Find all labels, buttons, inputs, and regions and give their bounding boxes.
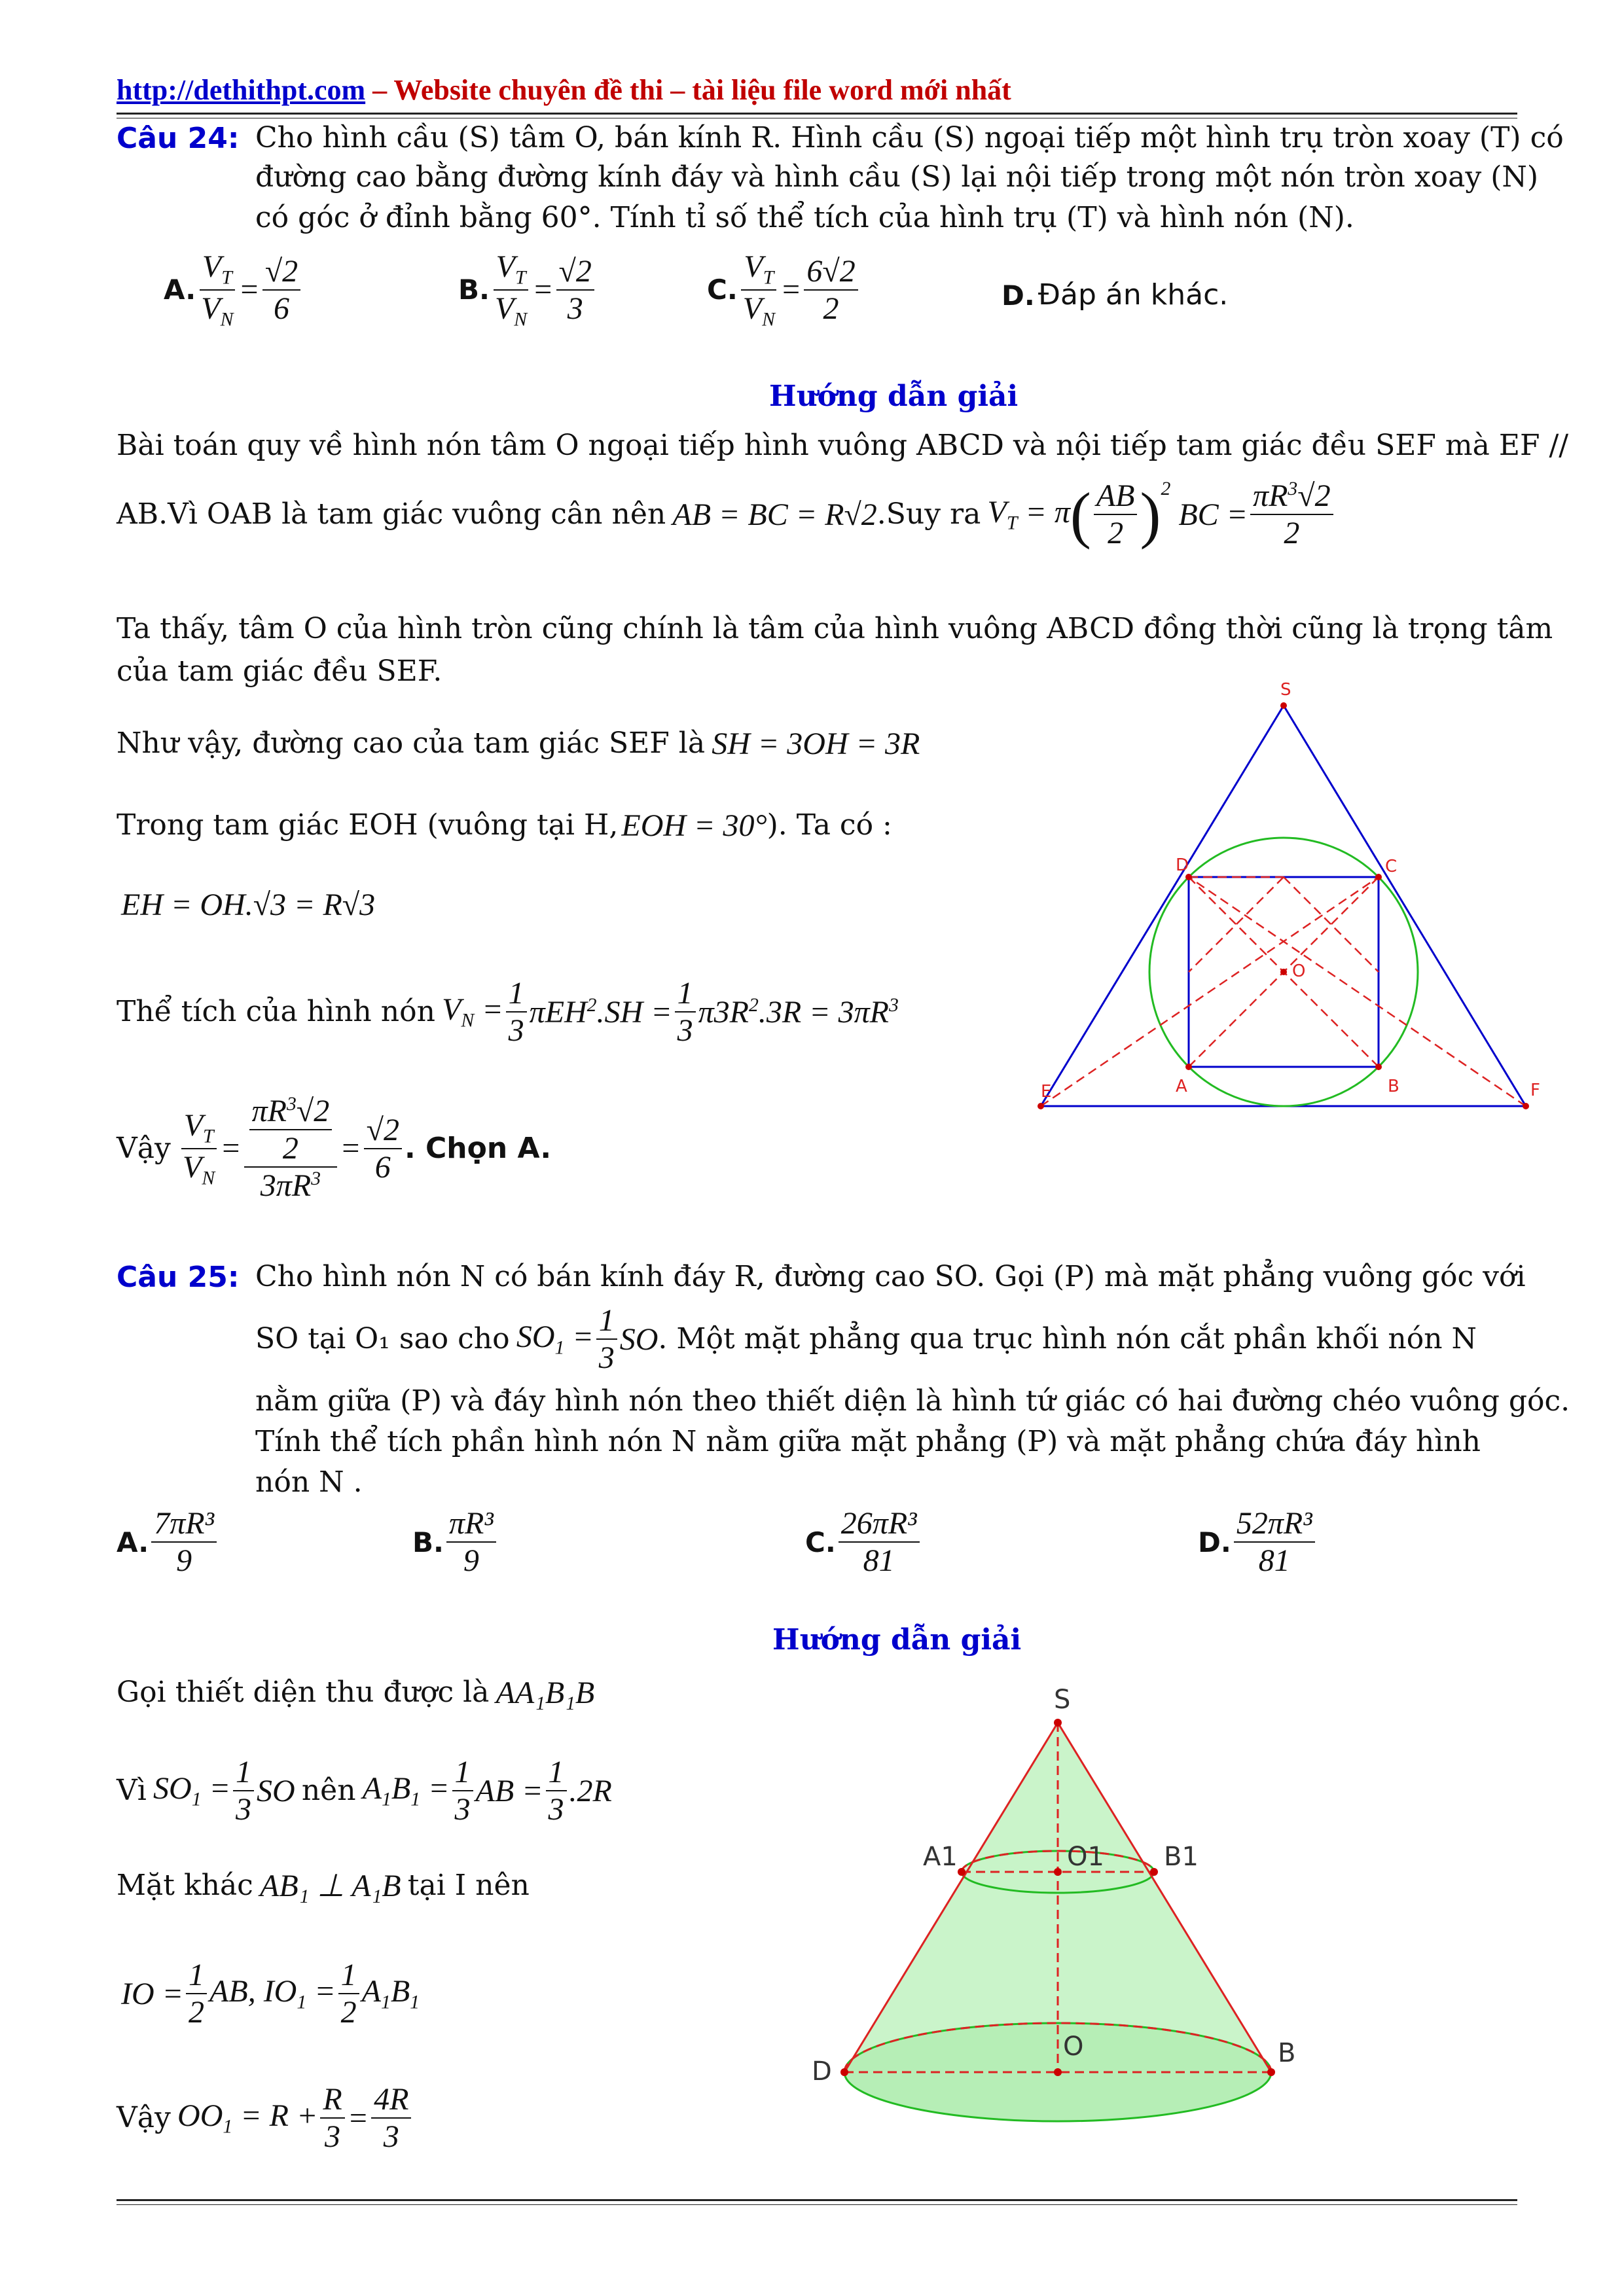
q25-sol-line5: Vậy $OO_1 = R$ + $\frac{R}{3}$ = $\frac{4R}{3}$	[117, 2081, 414, 2155]
q25-sol-line4: IO = $\frac{1}{2}$ AB, $IO_1$ = $\frac{1}{2}$ $A_1B_1$	[121, 1958, 420, 2030]
cone-label-d: D	[812, 2056, 832, 2087]
label-e: E	[1041, 1082, 1052, 1102]
triangle-sef	[1041, 706, 1526, 1106]
q24-option-a[interactable]: A. $\frac{V_T}{V_N}$ = $\frac{√2}{6}$	[164, 249, 303, 331]
footer-rule-thin	[117, 2204, 1517, 2205]
q25-line2: SO tại O₁ sao cho $SO_1$ = $\frac{1}{3}$ SO . Một mặt phẳng qua trục hình nón cắt phần khối nón N	[255, 1303, 1477, 1376]
q24-line3: có góc ở đỉnh bằng 60°. Tính tỉ số thể tích của hình trụ (T) và hình nón (N).	[255, 201, 1354, 234]
label-b: B	[1388, 1077, 1399, 1096]
q24-sol-line2: AB.Vì OAB là tam giác vuông cân nên AB = BC = R√2 .Suy ra $V_T = \pi$ ( $\frac{AB}{2}$ ) $^2$ BC = $\frac{\pi R^3√2}{2}$	[117, 478, 1336, 551]
site-link[interactable]: http://dethithpt.com	[117, 74, 366, 106]
q24-sol-line7: EH = OH.√3 = R√3	[121, 888, 376, 922]
q25-label: Câu 25:	[117, 1261, 240, 1294]
q24-option-d[interactable]: D. Đáp án khác.	[1001, 278, 1229, 312]
q24-sol-line8: Thể tích của hình nón $V_N$ = $\frac{1}{3}$ πEH$^2$.SH = $\frac{1}{3}$ $\pi 3R^2.3R = 3\pi R^3$	[117, 976, 899, 1049]
q25-option-d[interactable]: D. $\frac{\text{52πR³}}{81}$	[1198, 1505, 1318, 1579]
q25-option-b[interactable]: B. $\frac{\text{πR³}}{9}$	[412, 1505, 499, 1579]
cone-label-o1: O1	[1067, 1842, 1104, 1872]
cone-label-b1: B1	[1164, 1842, 1199, 1872]
q24-line2: đường cao bằng đường kính đáy và hình cầu (S) lại nội tiếp trong một nón tròn xoay (N)	[255, 160, 1539, 194]
label-f: F	[1530, 1081, 1540, 1100]
label-d: D	[1176, 855, 1189, 875]
q24-figure	[1021, 681, 1558, 1126]
q25-sol-line1: Gọi thiết diện thu được là AA₁B₁B	[117, 1675, 595, 1710]
cone-label-o: O	[1063, 2032, 1084, 2062]
q25-figure	[799, 1676, 1316, 2147]
label-s: S	[1280, 681, 1291, 700]
cone-label-s: S	[1054, 1685, 1071, 1715]
dashed-lines	[1041, 877, 1526, 1106]
q24-option-b[interactable]: B. $\frac{V_T}{V_N}$ = $\frac{√2}{3}$	[458, 249, 597, 331]
q24-sol-line3: Ta thấy, tâm O của hình tròn cũng chính là tâm của hình vuông ABCD đồng thời cũng là trọng tâm	[117, 612, 1553, 645]
q25-line3: nằm giữa (P) và đáy hình nón theo thiết diện là hình tứ giác có hai đường chéo vuông góc.	[255, 1384, 1570, 1418]
label-c: C	[1385, 857, 1398, 876]
q25-line5: nón N .	[255, 1465, 363, 1499]
q24-sol-line5: Như vậy, đường cao của tam giác SEF là SH = 3OH = 3R	[117, 726, 920, 761]
cone-label-a1: A1	[923, 1842, 958, 1872]
cone-label-b: B	[1278, 2038, 1296, 2068]
footer-rule	[117, 2199, 1517, 2201]
q25-sol-line2: Vì $SO_1$ = $\frac{1}{3}$ SO nên $A_1B_1$ = $\frac{1}{3}$ AB = $\frac{1}{3}$ .2R	[117, 1755, 612, 1827]
q24-label: Câu 24:	[117, 122, 240, 155]
q24-sol-line4: của tam giác đều SEF.	[117, 655, 442, 688]
q24-solution-title: Hướng dẫn giải	[769, 380, 1019, 413]
q24-sol-line9: Vậy $\frac{V_T}{V_N}$ = $\frac{\frac{\pi R^3√2}{2}}{3\pi R^3}$ = $\frac{√2}{6}$ . Chọn A.	[117, 1093, 552, 1204]
page-header	[117, 73, 1011, 107]
q24-option-c[interactable]: C. $\frac{V_T}{V_N}$ = $\frac{6√2}{2}$	[707, 249, 861, 331]
q24-sol-line1: Bài toán quy về hình nón tâm O ngoại tiếp hình vuông ABCD và nội tiếp tam giác đều SEF mà EF //	[117, 429, 1569, 462]
q25-solution-title: Hướng dẫn giải	[772, 1623, 1022, 1657]
q25-option-a[interactable]: A. $\frac{\text{7πR³}}{9}$	[117, 1505, 219, 1579]
q24-line1: Cho hình cầu (S) tâm O, bán kính R. Hình cầu (S) ngoại tiếp một hình trụ tròn xoay (T) có	[255, 121, 1564, 154]
q24-sol-line6: Trong tam giác EOH (vuông tại H, EOH = 30° ). Ta có :	[117, 808, 892, 843]
site-tagline: – Website chuyên đề thi – tài liệu file word mới nhất	[365, 74, 1011, 106]
q25-sol-line3: Mặt khác AB₁ ⊥ A₁B tại I nên	[117, 1869, 530, 1903]
label-a: A	[1176, 1077, 1187, 1096]
label-o: O	[1292, 961, 1306, 981]
q25-option-c[interactable]: C. $\frac{\text{26πR³}}{81}$	[805, 1505, 922, 1579]
q25-line1: Cho hình nón N có bán kính đáy R, đường cao SO. Gọi (P) mà mặt phẳng vuông góc với	[255, 1260, 1526, 1293]
q25-line4: Tính thể tích phần hình nón N nằm giữa mặt phẳng (P) và mặt phẳng chứa đáy hình	[255, 1425, 1481, 1458]
header-rule	[117, 113, 1517, 115]
